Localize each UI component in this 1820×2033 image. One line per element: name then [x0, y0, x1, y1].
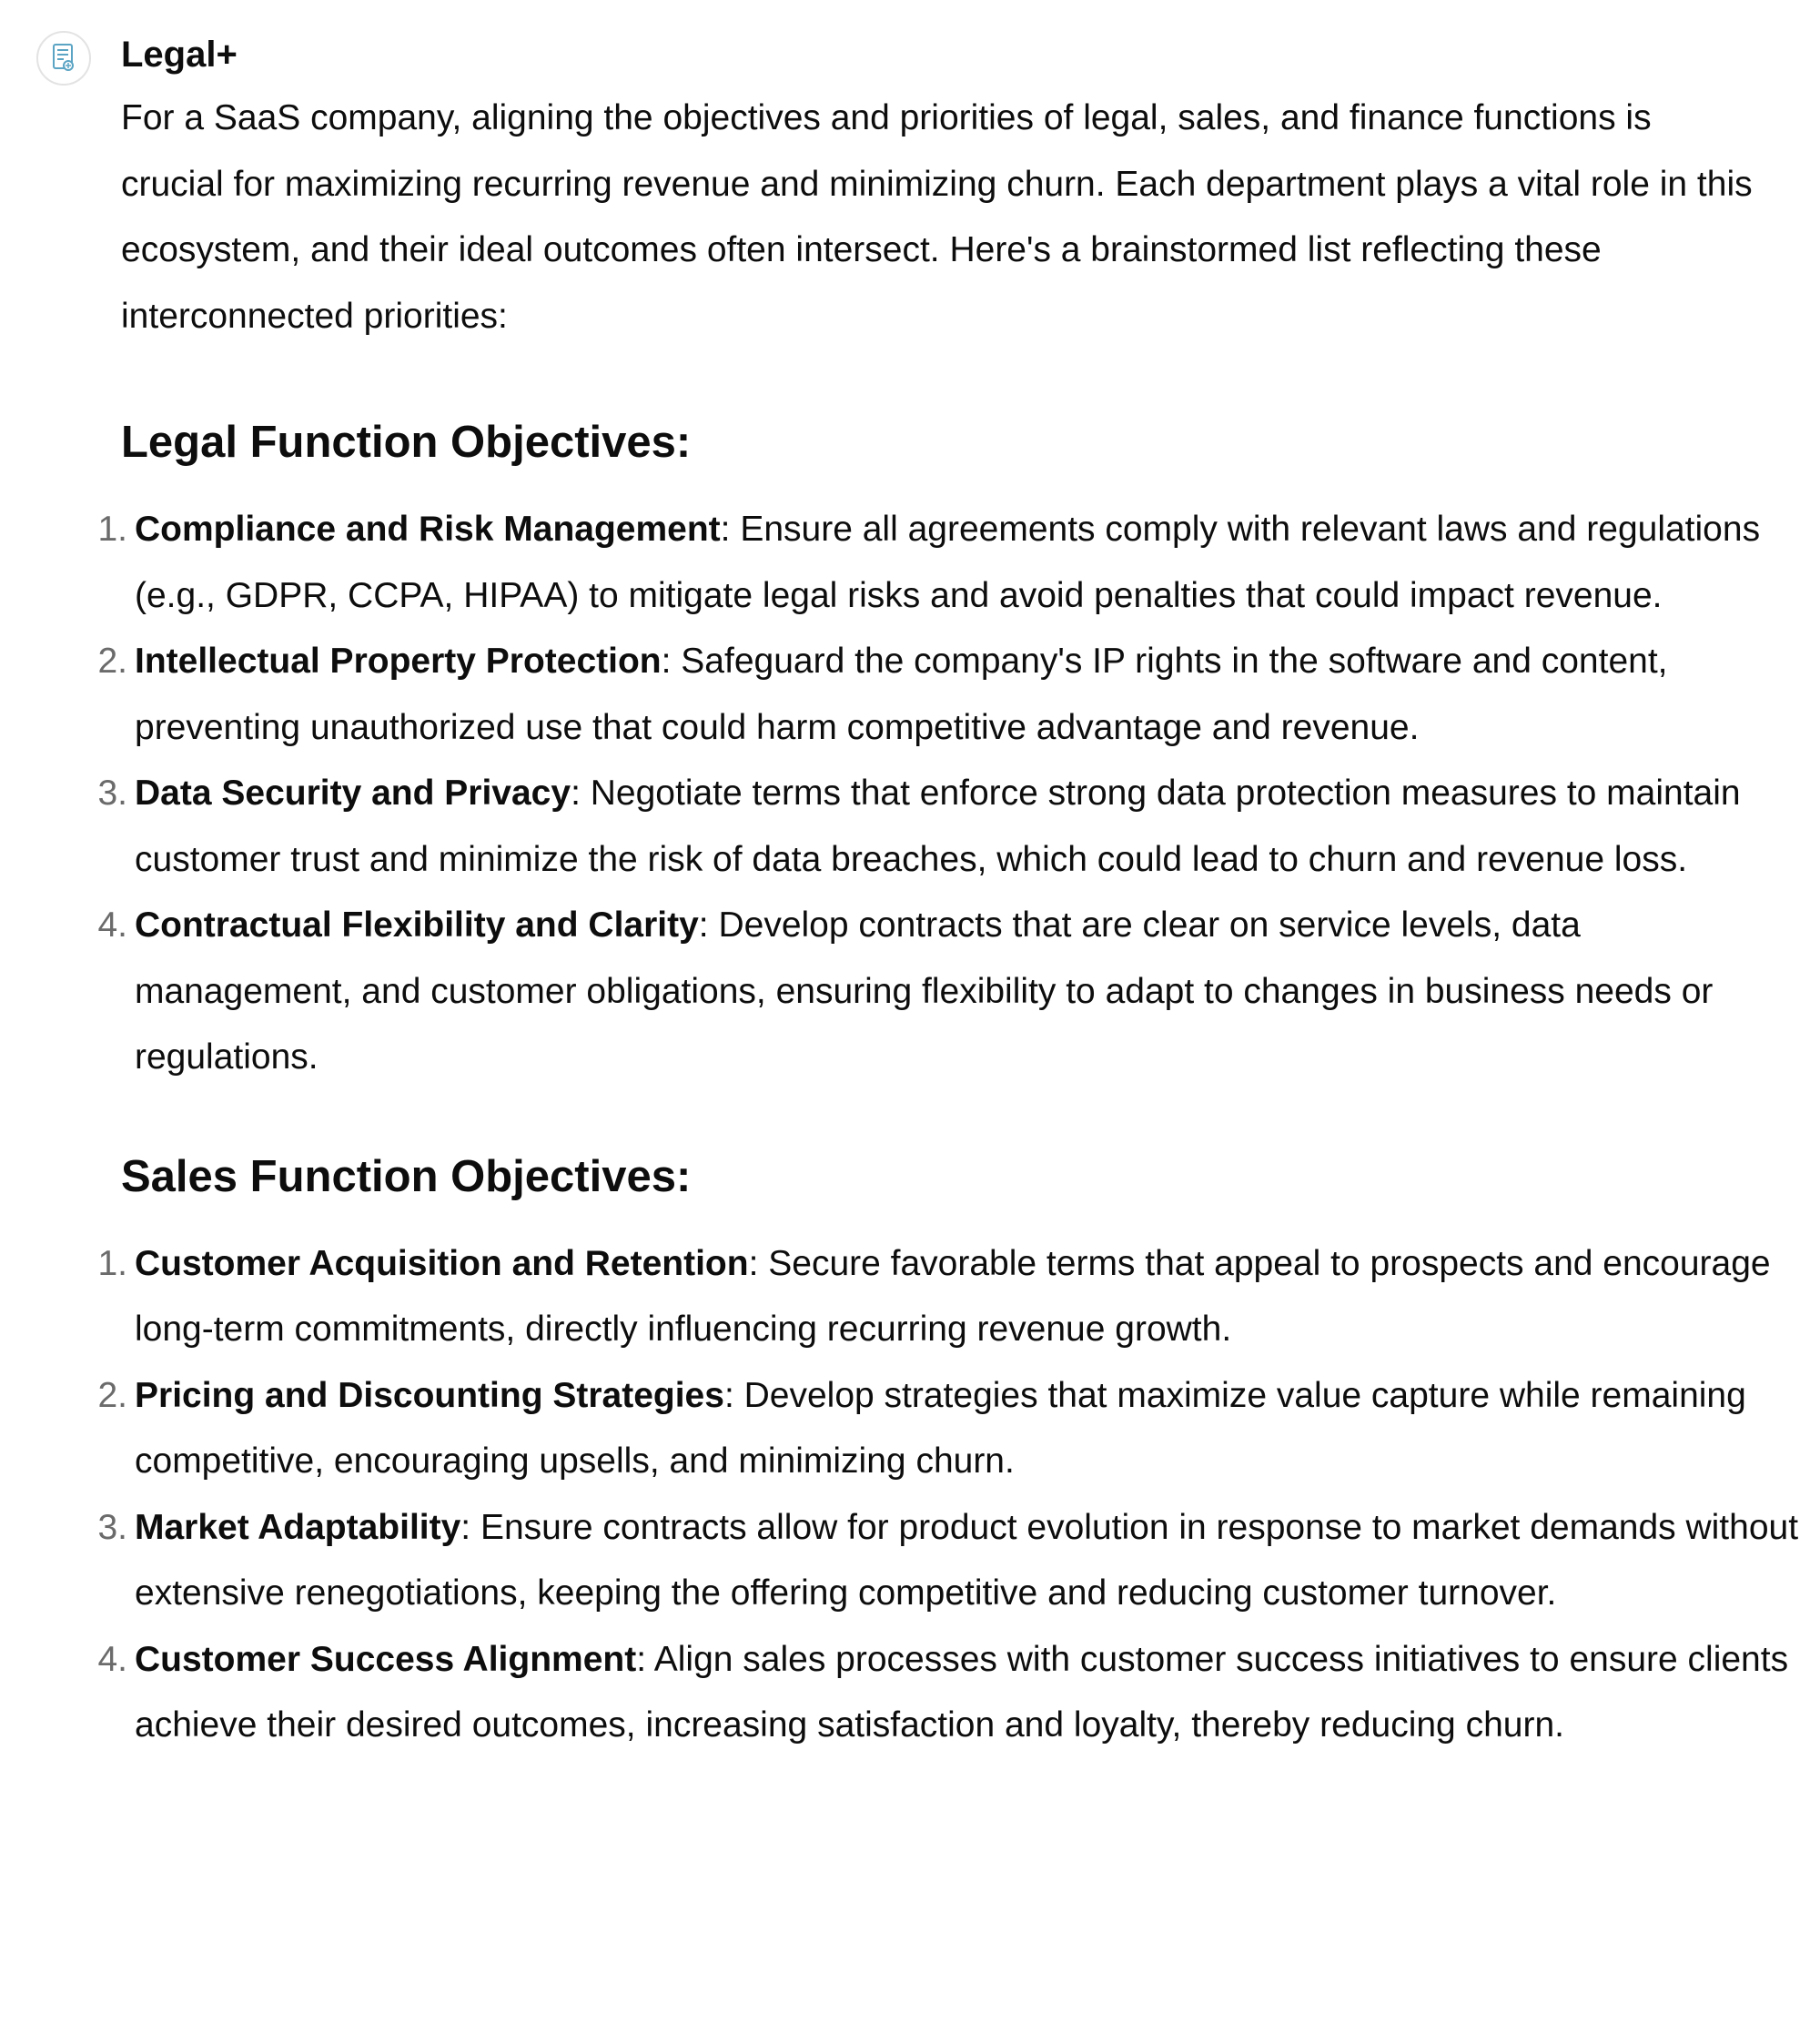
list-number: 3. — [97, 774, 127, 813]
list-item — [82, 1231, 1800, 1363]
legal-objectives-list — [82, 497, 1759, 1091]
item-description: : Align sales processes with customer success initiatives to ensure clients achieve their desired outcomes, increasing satisfaction and loyalty, thereby reducing churn. — [135, 1639, 1789, 1745]
list-item — [82, 1627, 1800, 1759]
assistant-avatar[interactable] — [36, 31, 91, 86]
list-item — [82, 1363, 1800, 1495]
legal-document-icon — [50, 43, 77, 74]
list-item — [82, 497, 1800, 629]
sales-section-title: Sales Function Objectives: — [121, 1151, 692, 1201]
list-number: 1. — [97, 510, 127, 549]
item-term: Contractual Flexibility and Clarity — [135, 905, 699, 945]
list-number: 1. — [97, 1243, 127, 1283]
list-item — [82, 629, 1800, 761]
item-description: : Develop contracts that are clear on service levels, data management, and customer obligations, ensuring flexibility to adapt to changes in business needs or regulations. — [135, 905, 1714, 1077]
item-description: : Ensure all agreements comply with relevant laws and regulations (e.g., GDPR, CCPA, HIPAA) to mitigate legal risks and avoid penalties that could impact revenue. — [135, 510, 1761, 615]
list-number: 3. — [97, 1507, 127, 1547]
item-term: Compliance and Risk Management — [135, 510, 721, 549]
sender-name: Legal+ — [121, 35, 238, 75]
item-term: Intellectual Property Protection — [135, 642, 662, 681]
item-term: Customer Acquisition and Retention — [135, 1243, 749, 1283]
list-item — [82, 1495, 1800, 1627]
item-term: Market Adaptability — [135, 1507, 461, 1547]
list-number: 4. — [97, 1639, 127, 1679]
list-number: 2. — [97, 1375, 127, 1415]
sales-objectives-list — [82, 1231, 1799, 1759]
legal-section-title: Legal Function Objectives: — [121, 418, 692, 467]
item-description: : Develop strategies that maximize value capture while remaining competitive, encouraging upsells, and minimizing churn. — [135, 1375, 1746, 1481]
list-item — [82, 761, 1800, 893]
list-item — [82, 893, 1800, 1091]
message-content — [97, 27, 1799, 1759]
intro-paragraph: For a SaaS company, aligning the objectives and priorities of legal, sales, and finance functions is crucial for maximizing recurring revenue and minimizing churn. Each department plays a vital role in this ecosystem, and their ideal outcomes often intersect. Here's a brainstormed list reflecting these interconnected priorities: — [121, 98, 1753, 336]
list-number: 2. — [97, 642, 127, 681]
item-term: Pricing and Discounting Strategies — [135, 1375, 724, 1415]
item-description: : Secure favorable terms that appeal to prospects and encourage long-term commitments, directly influencing recurring revenue growth. — [135, 1243, 1771, 1349]
item-term: Customer Success Alignment — [135, 1639, 637, 1679]
item-description: : Negotiate terms that enforce strong data protection measures to maintain customer trust and minimize the risk of data breaches, which could lead to churn and revenue loss. — [135, 774, 1741, 879]
list-number: 4. — [97, 905, 127, 945]
item-description: : Safeguard the company's IP rights in the software and content, preventing unauthorized use that could harm competitive advantage and revenue. — [135, 642, 1668, 747]
item-term: Data Security and Privacy — [135, 774, 571, 813]
item-description: : Ensure contracts allow for product evolution in response to market demands without extensive renegotiations, keeping the offering competitive and reducing customer turnover. — [135, 1507, 1799, 1613]
